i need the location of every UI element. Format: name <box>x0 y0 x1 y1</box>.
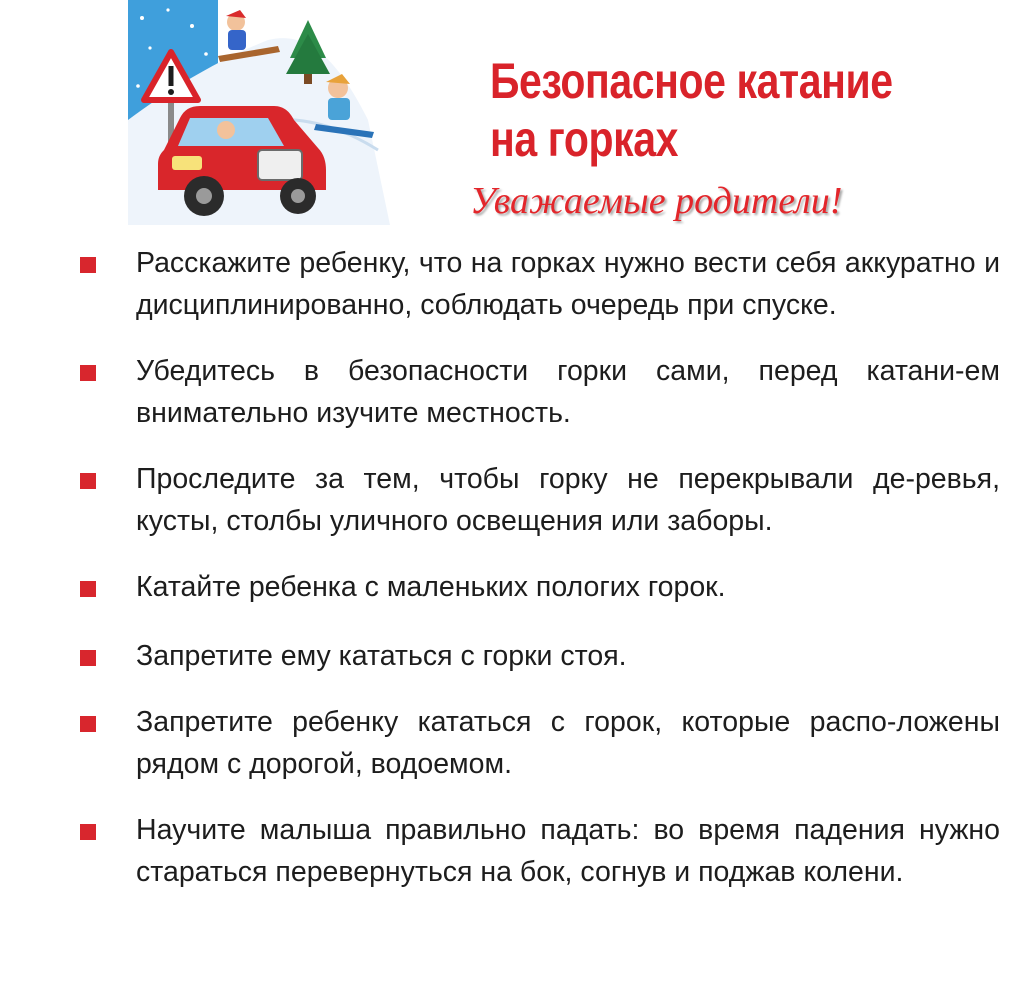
safety-tips-list <box>80 242 1000 893</box>
title-line-2: на горках <box>490 111 679 167</box>
square-bullet-icon <box>80 365 96 381</box>
tip-item <box>80 566 1000 608</box>
tip-item <box>80 809 1000 893</box>
square-bullet-icon <box>80 257 96 273</box>
tip-item <box>80 350 1000 434</box>
square-bullet-icon <box>80 824 96 840</box>
tip-item <box>80 458 1000 542</box>
square-bullet-icon <box>80 716 96 732</box>
winter-hill-illustration <box>128 0 390 225</box>
tip-text: Проследите за тем, чтобы горку не перекрывали де-ревья, кусты, столбы уличного освещения или заборы. <box>136 463 1000 537</box>
tip-item <box>80 242 1000 326</box>
square-bullet-icon <box>80 473 96 489</box>
subtitle-greeting: Уважаемые родители! <box>470 180 843 222</box>
tip-text: Запретите ребенку кататься с горок, которые распо-ложены рядом с дорогой, водоемом. <box>136 706 1000 780</box>
square-bullet-icon <box>80 650 96 666</box>
tip-item <box>80 701 1000 785</box>
tip-text: Катайте ребенка с маленьких пологих горок. <box>136 571 726 603</box>
tip-text: Научите малыша правильно падать: во время падения нужно стараться перевернуться на бок, согнув и поджав колени. <box>136 814 1000 888</box>
tip-item <box>80 635 1000 677</box>
title-line-1: Безопасное катание <box>490 53 893 109</box>
square-bullet-icon <box>80 581 96 597</box>
tip-text: Расскажите ребенку, что на горках нужно вести себя аккуратно и дисциплинированно, соблюдать очередь при спуске. <box>136 247 1000 321</box>
tip-text: Убедитесь в безопасности горки сами, перед катани-ем внимательно изучите местность. <box>136 355 1000 429</box>
tip-text: Запретите ему кататься с горки стоя. <box>136 640 627 672</box>
page-title <box>490 52 900 168</box>
